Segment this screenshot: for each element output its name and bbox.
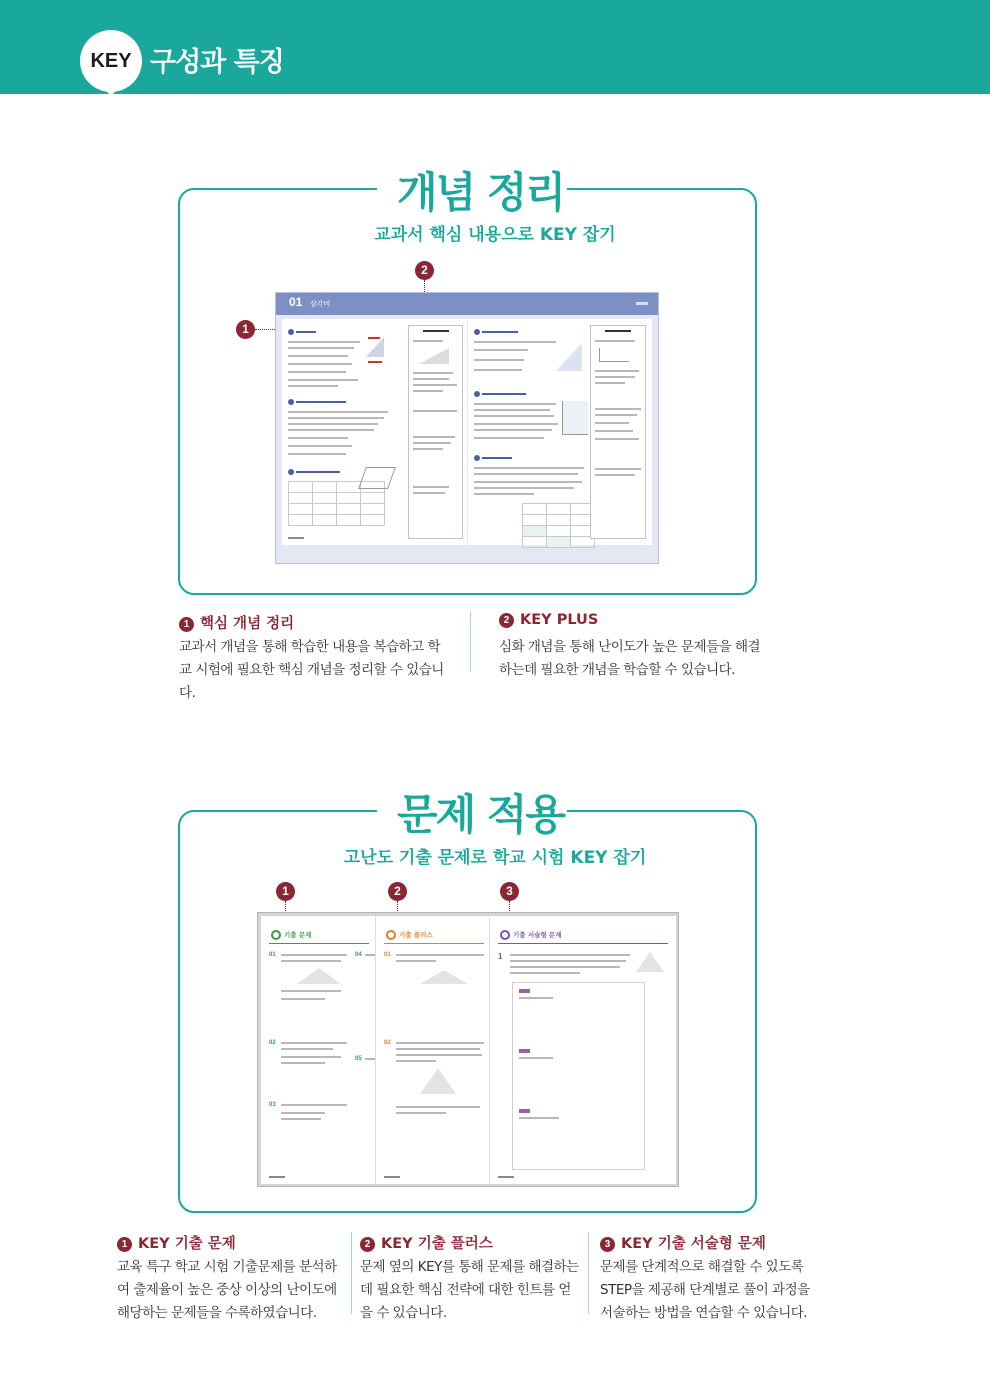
problem-number: 01 <box>269 952 276 958</box>
check-icon <box>500 930 510 940</box>
caption-2-title <box>499 612 598 628</box>
text-line <box>281 1118 321 1120</box>
text-line <box>519 1117 559 1119</box>
caption-divider <box>470 612 471 672</box>
text-line <box>474 415 554 417</box>
text-line <box>474 473 578 475</box>
header-title: 구성과 특징 <box>150 47 284 78</box>
text-line <box>288 445 352 447</box>
step-tag <box>519 989 530 993</box>
problem-section-title: 문제 적용 <box>377 782 567 842</box>
key-badge: KEY <box>80 30 142 92</box>
text-line <box>281 990 341 992</box>
marker-1: 1 <box>236 320 255 339</box>
text-line <box>396 1106 480 1108</box>
text-line <box>595 370 639 372</box>
problem-number: 02 <box>384 1040 391 1046</box>
caption-2-number: 2 <box>499 613 514 628</box>
text-line <box>396 1060 436 1062</box>
page-label-kichul: 기출 문제 <box>284 931 312 939</box>
caption-1-number: 1 <box>117 1237 132 1252</box>
page-label-plus: 기출 플러스 <box>399 931 433 939</box>
text-line <box>296 331 316 333</box>
problem-number: 1 <box>498 952 503 961</box>
caption-1-number: 1 <box>179 617 194 632</box>
trig-value-table <box>522 503 595 548</box>
key-plus-label <box>605 330 631 332</box>
text-line <box>288 371 346 373</box>
text-line <box>474 403 556 405</box>
caption-1-title <box>179 612 294 633</box>
section-dot <box>288 329 294 335</box>
section-dot <box>474 455 480 461</box>
text-line <box>595 438 639 440</box>
text-line <box>396 960 436 962</box>
text-line <box>595 340 635 342</box>
spread-right-page <box>468 319 652 545</box>
problem-figure <box>297 968 341 984</box>
text-line <box>396 1054 482 1056</box>
text-line <box>281 1112 325 1114</box>
page-rule <box>384 943 484 944</box>
text-line <box>595 376 635 378</box>
plus-figure <box>419 348 449 364</box>
preview-page-kichul <box>261 916 376 1184</box>
text-line <box>413 442 451 444</box>
text-line <box>396 1112 446 1114</box>
text-line <box>413 378 449 380</box>
header-bar <box>0 0 990 94</box>
section-dot <box>288 399 294 405</box>
key-badge-tail <box>100 84 122 96</box>
text-line <box>288 429 374 431</box>
text-line <box>474 429 552 431</box>
text-line <box>413 492 445 494</box>
caption-3-title <box>600 1232 766 1253</box>
marker-2: 2 <box>388 882 407 901</box>
text-line <box>595 474 635 476</box>
text-line <box>296 471 340 473</box>
caption-2-number: 2 <box>360 1237 375 1252</box>
text-line <box>510 954 630 956</box>
text-line <box>288 385 338 387</box>
problem-figure <box>420 1068 456 1094</box>
text-line <box>510 966 620 968</box>
caption-2-title-text: KEY PLUS <box>520 612 599 628</box>
marker-2: 2 <box>415 261 434 280</box>
caption-2-text: 문제 옆의 KEY를 통해 문제를 해결하는 데 필요한 핵심 전략에 대한 힌트를 얻을 수 있습니다. <box>360 1259 579 1321</box>
text-line <box>474 341 556 343</box>
text-line <box>288 453 346 455</box>
text-line <box>281 1042 347 1044</box>
text-line <box>474 359 524 361</box>
caption-2-text: 심화 개념을 통해 난이도가 높은 문제들을 해결하는데 필요한 개념을 학습할 수 있습니다. <box>499 639 761 678</box>
text-line <box>413 372 453 374</box>
text-line <box>413 410 457 412</box>
caption-2-title-text: KEY 기출 플러스 <box>381 1236 493 1252</box>
text-line <box>474 423 558 425</box>
problem-number: 04 <box>355 952 362 958</box>
page-footer <box>384 1176 400 1178</box>
text-line <box>595 422 629 424</box>
problem-figure <box>420 970 468 984</box>
text-line <box>413 390 443 392</box>
text-line <box>474 437 544 439</box>
text-line <box>595 468 641 470</box>
problem-number: 03 <box>269 1102 276 1108</box>
key-plus-label <box>423 330 449 332</box>
page-footer <box>288 537 304 539</box>
page-label-essay: 기출 서술형 문제 <box>513 931 562 939</box>
text-line <box>288 437 348 439</box>
check-icon <box>271 930 281 940</box>
text-line <box>413 436 455 438</box>
problem-section-subtitle: 고난도 기출 문제로 학교 시험 KEY 잡기 <box>343 848 647 868</box>
triangle-figure <box>366 337 384 357</box>
text-line <box>281 1104 347 1106</box>
step-tag <box>519 1109 530 1113</box>
red-label <box>368 361 382 363</box>
text-line <box>595 414 637 416</box>
section-dot <box>474 329 480 335</box>
caption-1-title-text: KEY 기출 문제 <box>138 1236 236 1252</box>
problem-number: 05 <box>355 1056 362 1062</box>
text-line <box>510 972 580 974</box>
preview-page-essay <box>489 916 676 1184</box>
text-line <box>396 1042 484 1044</box>
text-line <box>519 997 553 999</box>
text-line <box>595 430 633 432</box>
text-line <box>474 487 574 489</box>
spread-tag <box>636 302 648 305</box>
text-line <box>288 379 358 381</box>
caption-3-text: 문제를 단계적으로 해결할 수 있도록 STEP을 제공해 단계별로 풀이 과정을 서술하는 방법을 연습할 수 있습니다. <box>600 1259 810 1321</box>
spread-left-page <box>282 319 467 545</box>
text-line <box>595 408 641 410</box>
text-line <box>281 998 325 1000</box>
spread-header <box>276 293 658 315</box>
text-line <box>288 363 352 365</box>
chapter-title: 삼각비 <box>310 300 331 308</box>
text-line <box>288 355 348 357</box>
text-line <box>519 1057 553 1059</box>
text-line <box>482 457 512 459</box>
text-line <box>365 954 375 956</box>
circle-figure <box>556 343 582 371</box>
caption-1-title-text: 핵심 개념 정리 <box>200 616 295 632</box>
answer-box <box>512 982 645 1170</box>
section-dot <box>288 469 294 475</box>
text-line <box>510 960 626 962</box>
text-line <box>482 331 518 333</box>
chapter-number: 01 <box>289 295 303 309</box>
problem-number: 01 <box>384 952 391 958</box>
step-tag <box>519 1049 530 1053</box>
caption-divider <box>351 1232 352 1314</box>
problem-number: 02 <box>269 1040 276 1046</box>
axis-figure <box>562 401 588 435</box>
concept-book-spread <box>275 292 659 564</box>
text-line <box>281 1048 333 1050</box>
text-line <box>474 481 582 483</box>
concept-section-title: 개념 정리 <box>377 160 567 220</box>
key-plus-column <box>408 325 463 539</box>
key-plus-column-right <box>590 325 646 539</box>
marker-3: 3 <box>500 882 519 901</box>
text-line <box>413 340 443 342</box>
caption-3-title-text: KEY 기출 서술형 문제 <box>621 1236 766 1252</box>
page-rule <box>498 943 668 944</box>
text-line <box>474 369 522 371</box>
problem-figure <box>636 952 664 972</box>
text-line <box>288 417 384 419</box>
text-line <box>595 382 625 384</box>
caption-1-text: 교과서 개념을 통해 학습한 내용을 복습하고 학교 시험에 필요한 핵심 개념을 정리할 수 있습니다. <box>179 639 444 701</box>
caption-2-title <box>360 1232 493 1253</box>
text-line <box>288 423 378 425</box>
text-line <box>288 411 388 413</box>
text-line <box>288 341 360 343</box>
text-line <box>413 486 449 488</box>
section-dot <box>474 391 480 397</box>
page-footer <box>269 1176 285 1178</box>
text-line <box>396 954 484 956</box>
text-line <box>474 409 550 411</box>
text-line <box>482 393 526 395</box>
caption-1-text: 교육 특구 학교 시험 기출문제를 분석하여 출제율이 높은 중상 이상의 난이도에 해당하는 문제들을 수록하였습니다. <box>117 1259 337 1321</box>
caption-1-title <box>117 1232 236 1253</box>
marker-1: 1 <box>276 882 295 901</box>
text-line <box>396 1048 480 1050</box>
caption-3-number: 3 <box>600 1237 615 1252</box>
page-footer <box>498 1176 514 1178</box>
text-line <box>288 347 354 349</box>
text-line <box>413 384 457 386</box>
page-rule <box>269 943 369 944</box>
text-line <box>281 1062 325 1064</box>
concept-section-subtitle: 교과서 핵심 내용으로 KEY 잡기 <box>374 225 616 245</box>
caption-divider <box>588 1232 589 1314</box>
text-line <box>474 467 584 469</box>
text-line <box>281 1056 341 1058</box>
text-line <box>296 401 346 403</box>
problem-pages-preview <box>257 912 679 1187</box>
text-line <box>281 954 347 956</box>
text-line <box>281 960 341 962</box>
preview-page-plus <box>375 916 490 1184</box>
red-label <box>368 337 380 339</box>
text-line <box>474 349 528 351</box>
text-line <box>365 1058 375 1060</box>
text-line <box>474 493 534 495</box>
plus-figure <box>599 348 629 362</box>
check-icon <box>386 930 396 940</box>
text-line <box>413 448 443 450</box>
square-figure <box>358 467 396 489</box>
